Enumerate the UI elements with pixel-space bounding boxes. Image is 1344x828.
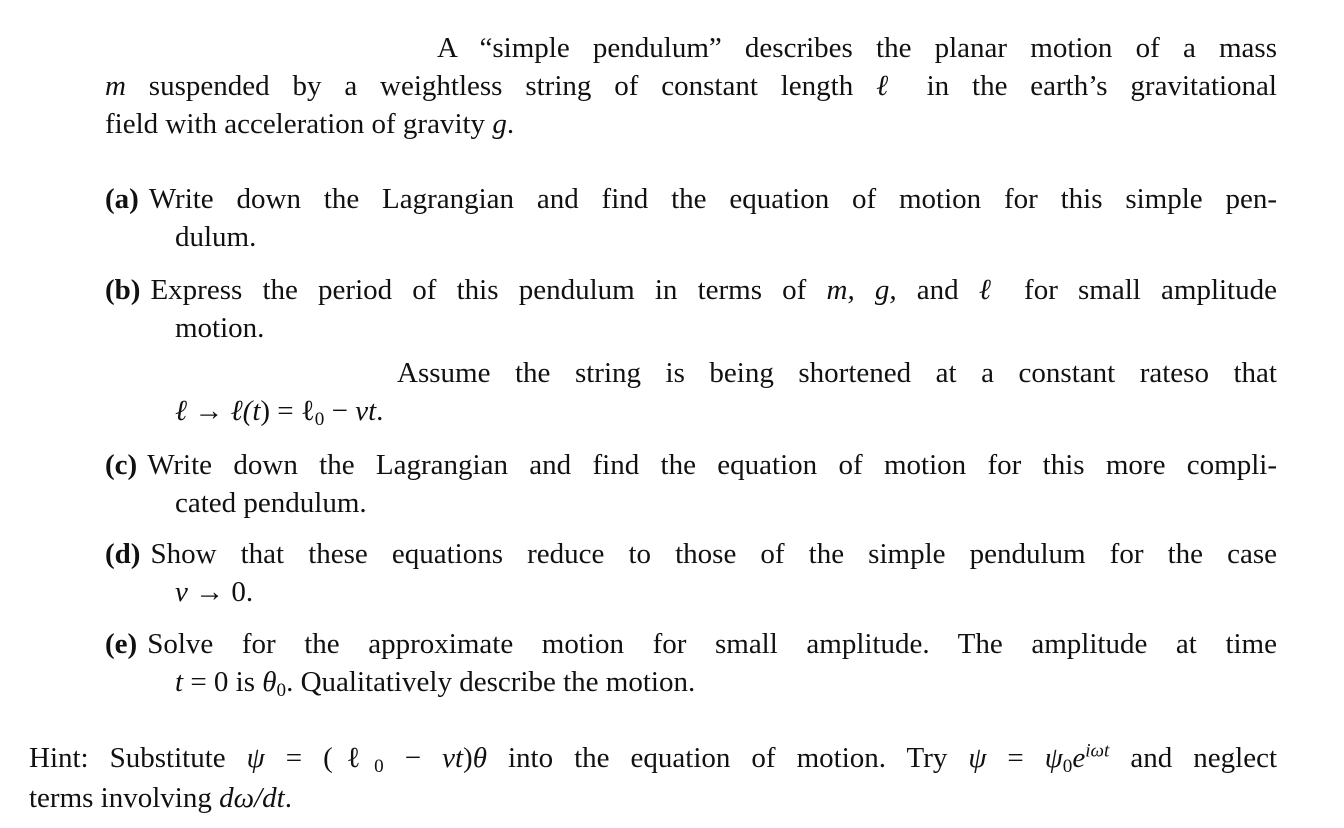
part-c-line-2: cated pendulum. (175, 487, 367, 519)
hint-period: . (284, 782, 292, 814)
part-b (105, 271, 1277, 347)
eq-sub-0: 0 (314, 408, 325, 430)
part-c (105, 446, 1277, 522)
var-m: m (105, 70, 126, 102)
hint-mid: into the equation of motion. Try (486, 742, 969, 774)
part-c-label: (c) (105, 449, 138, 481)
hint-theta: θ (472, 742, 487, 774)
part-d-limit: → 0. (187, 576, 254, 608)
var-theta: θ (262, 666, 277, 698)
intro-period: . (506, 108, 515, 140)
part-b-and: and (896, 274, 979, 306)
hint-dwdt: dω/dt (219, 782, 285, 814)
part-e-eq: = 0 is (183, 666, 263, 698)
hint-end: and neglect (1109, 742, 1278, 774)
part-e-label: (e) (105, 628, 138, 660)
hint-vt: vt (442, 742, 464, 774)
part-b-text: Express the period of this pendulum in terms of (150, 274, 827, 306)
eq-part-b: ) = ℓ (260, 395, 315, 427)
part-d (105, 535, 1277, 611)
assumption (175, 354, 1277, 430)
part-d-line-2 (105, 573, 1277, 611)
part-a-label: (a) (105, 183, 139, 215)
part-a-text: Write down the Lagrangian and find the equation of motion for this simple pen- (148, 183, 1277, 215)
hint-line-2 (29, 778, 1277, 818)
eq-period: . (376, 395, 384, 427)
part-b-text-end: for small amplitude (1003, 274, 1277, 306)
part-a (105, 180, 1277, 256)
intro-paragraph (105, 29, 1277, 143)
hint-exponent: iωt (1085, 740, 1110, 762)
part-e-text: Solve for the approximate motion for small amplitude. The amplitude at time (147, 628, 1277, 660)
hint-prefix: Hint: Substitute (29, 742, 247, 774)
var-ell: ℓ (876, 70, 904, 102)
intro-text-3: field with acceleration of gravity (105, 108, 493, 140)
theta-sub: 0 (276, 679, 287, 701)
part-e-line-2 (105, 663, 1277, 701)
part-b-line-2: motion. (175, 312, 265, 344)
part-c-text: Write down the Lagrangian and find the equation of motion for this more compli- (147, 449, 1277, 481)
part-d-text: Show that these equations reduce to those of the simple pendulum for the case (150, 538, 1277, 570)
intro-line-2 (105, 67, 1277, 105)
hint-sub1: 0 (1062, 755, 1073, 777)
intro-line-1: A “simple pendulum” describes the planar motion of a mass (437, 32, 1277, 64)
hint-psi: ψ (246, 742, 265, 774)
intro-text-end: in the earth’s gravitational (903, 70, 1277, 102)
part-d-label: (d) (105, 538, 141, 570)
hint-psi2: ψ (968, 742, 987, 774)
hint-line2-text: terms involving (29, 782, 220, 814)
eq-part-a: ℓ → ℓ( (175, 395, 253, 427)
part-a-line-2: dulum. (175, 221, 257, 253)
var-t: t (175, 666, 184, 698)
hint-eq2: − (383, 742, 443, 774)
var-v: v (175, 576, 188, 608)
hint-eq1: = (ℓ (264, 742, 375, 774)
hint-e: e (1072, 742, 1086, 774)
intro-line-3 (105, 105, 1277, 143)
part-b-vars: m, g, (826, 274, 897, 306)
hint-paragraph (29, 738, 1277, 818)
hint-eq4: = (986, 742, 1045, 774)
eq-vt: vt (355, 395, 377, 427)
assumption-equation (175, 392, 1277, 430)
part-e-text-end: . Qualitatively describe the motion. (286, 666, 696, 698)
part-b-var-ell: ℓ (978, 274, 1004, 306)
hint-eq3: ) (463, 742, 473, 774)
hint-psi3: ψ (1044, 742, 1063, 774)
eq-t: t (252, 395, 261, 427)
part-e (105, 625, 1277, 701)
part-b-label: (b) (105, 274, 141, 306)
hint-line-1 (29, 738, 1277, 778)
intro-text: suspended by a weightless string of constant length (125, 70, 877, 102)
assumption-line-1: Assume the string is being shortened at a constant rateso that (397, 357, 1277, 389)
hint-sub0: 0 (374, 755, 384, 777)
var-g: g (492, 108, 507, 140)
eq-minus: − (324, 395, 356, 427)
